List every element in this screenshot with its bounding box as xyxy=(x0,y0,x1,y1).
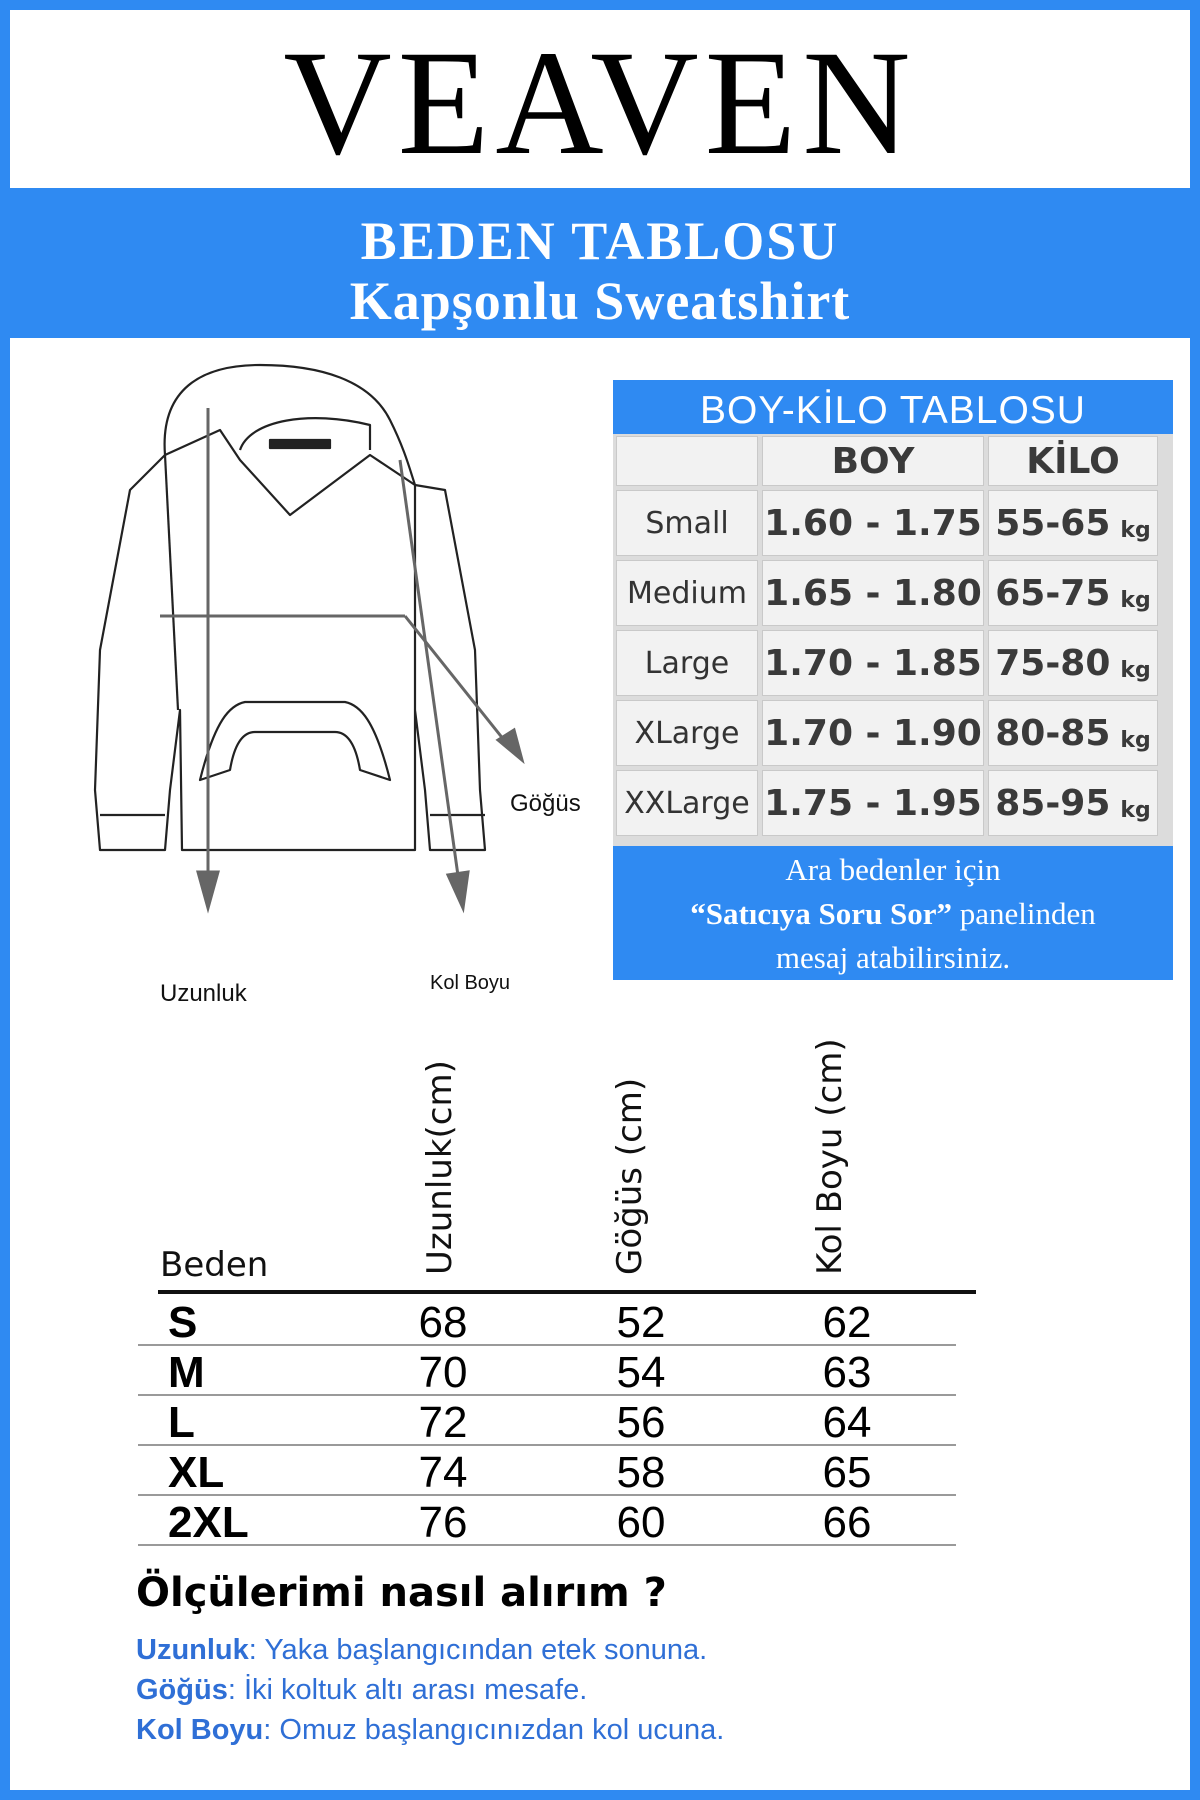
row-boy: 1.70 - 1.90 xyxy=(762,700,984,766)
howto-desc: : Yaka başlangıcından etek sonuna. xyxy=(248,1634,708,1666)
note-line-3: mesaj atabilirsiniz. xyxy=(775,940,1011,975)
sleeve-cell: 66 xyxy=(822,1498,872,1547)
kilo-unit: kg xyxy=(1120,517,1151,543)
row-size: Small xyxy=(616,490,758,556)
length-cell: 76 xyxy=(418,1498,468,1547)
size-cell: L xyxy=(168,1398,195,1447)
ask-seller-quote: “Satıcıya Soru Sor” xyxy=(690,896,953,931)
in-between-sizes-note xyxy=(613,846,1173,980)
how-to-measure xyxy=(136,1570,1136,1750)
howto-item xyxy=(136,1630,1136,1670)
how-to-measure-title: Ölçülerimi nasıl alırım ? xyxy=(136,1570,667,1616)
length-cell: 72 xyxy=(418,1398,468,1447)
row-kilo xyxy=(988,770,1158,836)
length-cell: 68 xyxy=(418,1298,468,1347)
chart-title: BEDEN TABLOSU xyxy=(360,211,840,271)
table-row xyxy=(616,770,1170,836)
diagram-label-length: Uzunluk xyxy=(160,980,247,1007)
kilo-value: 65-75 xyxy=(995,572,1111,614)
column-header-size: Beden xyxy=(160,1245,269,1285)
kilo-value: 55-65 xyxy=(995,502,1111,544)
row-boy: 1.75 - 1.95 xyxy=(762,770,984,836)
howto-term: Göğüs xyxy=(136,1674,228,1706)
chest-cell: 54 xyxy=(616,1348,666,1397)
column-header-length: Uzunluk(cm) xyxy=(420,1060,460,1275)
chest-cell: 52 xyxy=(616,1298,666,1347)
howto-item xyxy=(136,1670,1136,1710)
height-weight-title: BOY-KİLO TABLOSU xyxy=(613,380,1173,434)
howto-desc: : İki koltuk altı arası mesafe. xyxy=(227,1674,588,1706)
length-cell: 70 xyxy=(418,1348,468,1397)
note-line-1: Ara bedenler için xyxy=(785,852,1001,887)
size-cell: S xyxy=(168,1298,198,1347)
diagram-label-sleeve: Kol Boyu xyxy=(430,972,511,994)
header-divider xyxy=(158,1290,976,1294)
sleeve-cell: 65 xyxy=(822,1448,872,1497)
hoodie-illustration xyxy=(70,360,610,1010)
sleeve-cell: 63 xyxy=(822,1348,872,1397)
hoodie-diagram xyxy=(70,360,610,1010)
header-boy: BOY xyxy=(762,436,984,486)
table-row xyxy=(616,490,1170,556)
row-size: Large xyxy=(616,630,758,696)
table-row xyxy=(138,1346,956,1396)
header-empty xyxy=(616,436,758,486)
size-cell: M xyxy=(168,1348,205,1397)
size-cell: 2XL xyxy=(168,1498,249,1547)
chest-cell: 58 xyxy=(616,1448,666,1497)
howto-term: Kol Boyu xyxy=(136,1714,264,1746)
table-row xyxy=(616,700,1170,766)
row-size: Medium xyxy=(616,560,758,626)
chest-cell: 60 xyxy=(616,1498,666,1547)
row-kilo xyxy=(988,630,1158,696)
measurement-table xyxy=(130,1030,970,1550)
table-row xyxy=(616,630,1170,696)
sleeve-cell: 64 xyxy=(822,1398,872,1447)
brand-logo: VEAVEN xyxy=(283,20,917,186)
length-cell: 74 xyxy=(418,1448,468,1497)
row-kilo xyxy=(988,560,1158,626)
kilo-unit: kg xyxy=(1120,727,1151,753)
table-row xyxy=(138,1496,956,1546)
size-cell: XL xyxy=(168,1448,225,1497)
column-header-sleeve: Kol Boyu (cm) xyxy=(810,1038,850,1275)
row-boy: 1.70 - 1.85 xyxy=(762,630,984,696)
chest-cell: 56 xyxy=(616,1398,666,1447)
brand-header xyxy=(10,10,1190,188)
note-line-2 xyxy=(613,892,1173,936)
kilo-unit: kg xyxy=(1120,657,1151,683)
row-size: XXLarge xyxy=(616,770,758,836)
row-kilo xyxy=(988,700,1158,766)
diagram-label-chest: Göğüs xyxy=(510,790,581,817)
table-header-row xyxy=(616,436,1170,486)
product-title: Kapşonlu Sweatshirt xyxy=(349,271,851,331)
row-kilo xyxy=(988,490,1158,556)
row-boy: 1.60 - 1.75 xyxy=(762,490,984,556)
kilo-value: 85-95 xyxy=(995,782,1111,824)
kilo-value: 75-80 xyxy=(995,642,1111,684)
row-boy: 1.65 - 1.80 xyxy=(762,560,984,626)
row-size: XLarge xyxy=(616,700,758,766)
column-header-chest: Göğüs (cm) xyxy=(610,1077,650,1275)
height-weight-table xyxy=(613,380,1173,978)
header-kilo: KİLO xyxy=(988,436,1158,486)
table-row xyxy=(616,560,1170,626)
title-band xyxy=(10,188,1190,338)
kilo-value: 80-85 xyxy=(995,712,1111,754)
table-row xyxy=(138,1446,956,1496)
note-line-2-rest: panelinden xyxy=(952,896,1096,931)
sleeve-cell: 62 xyxy=(822,1298,872,1347)
kilo-unit: kg xyxy=(1120,797,1151,823)
howto-item xyxy=(136,1710,1136,1750)
table-row xyxy=(138,1296,956,1346)
howto-desc: : Omuz başlangıcınızdan kol ucuna. xyxy=(263,1714,725,1746)
howto-term: Uzunluk xyxy=(136,1634,249,1666)
table-row xyxy=(138,1396,956,1446)
kilo-unit: kg xyxy=(1120,587,1151,613)
size-chart-page xyxy=(10,10,1190,1790)
